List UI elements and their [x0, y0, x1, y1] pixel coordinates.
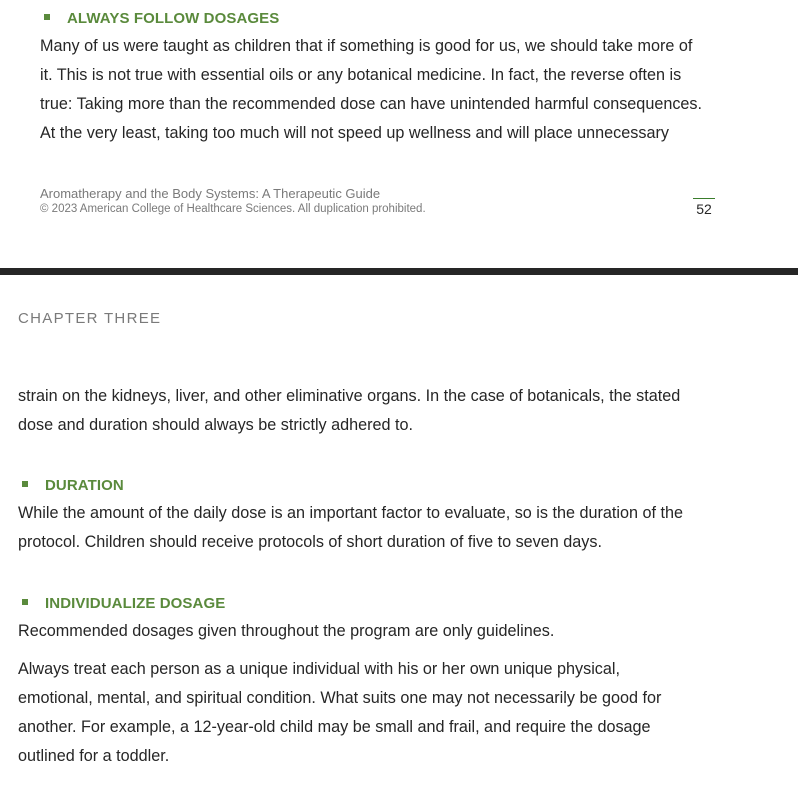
paragraph-line: Recommended dosages given throughout the program are only guidelines. — [18, 622, 555, 640]
paragraph-line: outlined for a toddler. — [18, 747, 170, 765]
paragraph-line: At the very least, taking too much will not speed up wellness and will place unnecessary — [40, 124, 669, 142]
dosages-paragraph — [40, 32, 702, 148]
duration-paragraph — [18, 499, 683, 557]
section-heading-duration — [22, 477, 124, 494]
footer-book-title: Aromatherapy and the Body Systems: A Therapeutic Guide — [40, 186, 381, 201]
square-bullet-icon — [22, 481, 28, 487]
paragraph-line: Always treat each person as a unique individual with his or her own unique physical, — [18, 660, 620, 678]
individualize-paragraph-2 — [18, 655, 661, 771]
square-bullet-icon — [22, 599, 28, 605]
section-heading-individualize-dosage — [22, 595, 225, 612]
heading-text: DURATION — [45, 477, 124, 494]
page-number: 52 — [693, 198, 715, 217]
heading-text: ALWAYS FOLLOW DOSAGES — [67, 10, 280, 27]
square-bullet-icon — [44, 14, 50, 20]
paragraph-line: Many of us were taught as children that if something is good for us, we should take more of — [40, 37, 693, 55]
paragraph-line: true: Taking more than the recommended dose can have unintended harmful consequences. — [40, 95, 703, 113]
individualize-paragraph-1 — [18, 617, 554, 646]
paragraph-line: dose and duration should always be strictly adhered to. — [18, 416, 414, 434]
continuation-paragraph — [18, 382, 680, 440]
heading-text: INDIVIDUALIZE DOSAGE — [45, 595, 226, 612]
paragraph-line: emotional, mental, and spiritual condition. What suits one may not necessarily be good for — [18, 689, 662, 707]
paragraph-line: While the amount of the daily dose is an important factor to evaluate, so is the duration of the — [18, 504, 683, 522]
chapter-header: CHAPTER THREE — [18, 310, 162, 327]
page-52 — [0, 0, 798, 268]
paragraph-line: it. This is not true with essential oils or any botanical medicine. In fact, the reverse often is — [40, 66, 682, 84]
page-break-divider — [0, 268, 798, 275]
section-heading-always-follow-dosages — [44, 10, 279, 27]
paragraph-line: another. For example, a 12-year-old child may be small and frail, and require the dosage — [18, 718, 651, 736]
paragraph-line: protocol. Children should receive protocols of short duration of five to seven days. — [18, 533, 602, 551]
footer-copyright: © 2023 American College of Healthcare Sciences. All duplication prohibited. — [40, 203, 426, 215]
paragraph-line: strain on the kidneys, liver, and other eliminative organs. In the case of botanicals, the stated — [18, 387, 681, 405]
